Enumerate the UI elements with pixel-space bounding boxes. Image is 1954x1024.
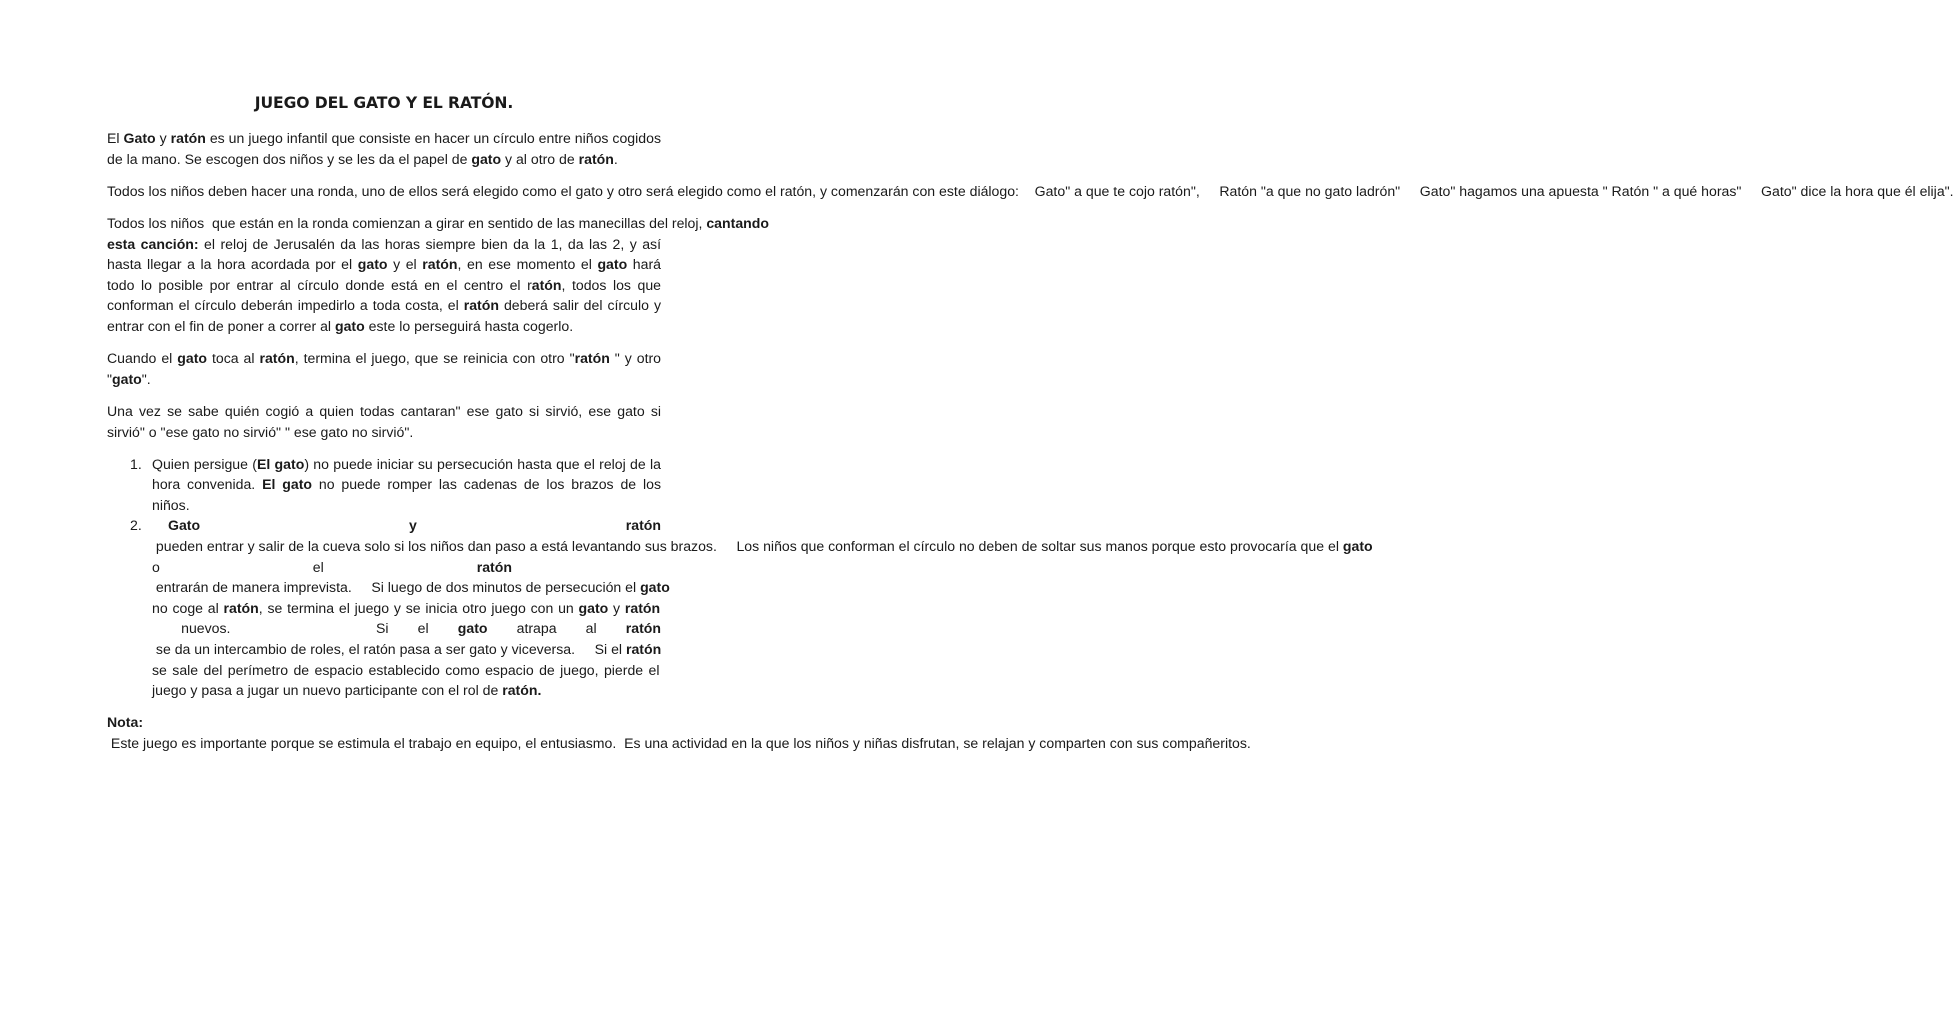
text-run: Quien persigue ( [152,455,257,472]
bold-text-run: Nota: [107,714,144,731]
text-run: ) no puede iniciar su persecución hasta que el reloj de la hora convenida. [152,455,661,493]
text-run: pueden entrar y salir de la cueva solo si los niños dan paso a está levantando sus brazos. Los niños que conforman el círculo no deben de soltar sus manos porque esto provocaría que el [152,538,1343,555]
bold-text-run: gato [457,620,488,637]
text-run: entrarán de manera imprevista. Si luego de dos minutos de persecución el [152,579,641,596]
bold-text-run: gato [640,579,670,596]
text-run: , termina el juego, que se reinicia con otro " [294,350,575,367]
list-item [107,515,1373,700]
bold-text-run: ratón [259,350,295,367]
text-run: " y otro " [107,350,662,387]
text-run: . [613,150,618,167]
list-item-text [152,515,1373,700]
text-run: no puede romper las cadenas de los brazos de los niños. [152,476,661,513]
text-run: no coge al [152,599,224,616]
bold-text-run: El gato [262,476,312,493]
body-paragraph [107,213,769,337]
bold-text-run: gato [471,150,502,167]
text-run: o el [152,558,477,575]
bold-text-run: Gato [123,130,156,146]
bold-text-run: ratón [422,256,458,273]
bold-text-run: ratón [625,620,661,637]
text-run: nuevos. Si el [152,620,458,637]
document-title: JUEGO DEL GATO Y EL RATÓN. [254,94,514,112]
list-item [107,454,661,516]
text-run: y [155,130,171,146]
text-run: este lo perseguirá hasta cogerlo. [364,317,574,334]
text-run: toca al [207,350,260,367]
text-run: Cuando el [107,350,178,367]
body-paragraph [107,181,1954,202]
text-run: , se termina el juego y se inicia otro juego con un [258,599,579,616]
text-run: , en ese momento el [457,256,598,273]
text-run: y el [387,256,423,273]
bold-text-run: gato [177,350,207,367]
text-run: Todos los niños deben hacer una ronda, uno de ellos será elegido como el gato y otro será elegido como el ratón, y comenzarán con este diálogo: Gato" a que te cojo ratón", Ratón "a que no gato ladrón" Gato" hagamos una apuesta " Ratón " a qué horas" Gato" dice la hora que él elija". [107,182,1954,199]
text-run: Este juego es importante porque se estimula el trabajo en equipo, el entusiasmo. Es una actividad en la que los niños y niñas disfrutan, se relajan y comparten con sus compañeritos. [107,735,1251,751]
bold-text-run: ratón [574,350,610,367]
note-paragraph [107,712,1251,753]
bold-text-run: ratón [476,558,512,575]
body-paragraph [107,348,661,389]
text-run: El [107,130,124,146]
bold-text-run: ratón [463,297,499,314]
bold-text-run: ratón [170,130,206,146]
bold-text-run: ratón [223,599,259,616]
bold-text-run: ratón. [502,682,542,699]
bold-text-run: gato [334,317,365,334]
body-paragraphs [107,128,1954,442]
body-paragraph [107,401,661,442]
text-run: , todos los que conforman el círculo deberán impedirlo a toda costa, el [107,276,661,314]
bold-text-run: gato [1342,538,1373,555]
bold-text-run: ratón [578,150,614,167]
text-run: y al otro de [501,150,579,167]
list-item-number: 2. [130,517,142,534]
text-run: ". [141,370,151,387]
text-run: se da un intercambio de roles, el ratón pasa a ser gato y viceversa. Si el [152,641,626,658]
text-run: atrapa al [487,620,626,637]
text-run: y [608,599,625,616]
text-run: Una vez se sabe quién cogió a quien todas cantaran" ese gato si sirvió, ese gato si sirvió" o "ese gato no sirvió" " ese gato no sirvió". [107,402,661,440]
bold-text-run: cantando esta canción: [107,214,769,252]
bold-text-run: gato [112,370,142,387]
text-run: es un juego infantil que consiste en hacer un círculo entre niños cogidos de la mano. Se escogen dos niños y se les da el papel de [107,130,662,167]
bold-text-run: gato [357,256,388,273]
text-run: se sale del perímetro de espacio establecido como espacio de juego, pierde el juego y pasa a jugar un nuevo participante con el rol de [152,661,660,699]
bold-text-run: Gato y ratón [168,517,661,534]
bold-text-run: ratón [624,599,661,616]
rules-list [107,454,1373,701]
bold-text-run: gato [578,599,609,616]
text-run: deberá salir del círculo y entrar con el fin de poner a correr al [107,297,661,334]
bold-text-run: ratón [625,641,662,658]
text-run: Todos los niños que están en la ronda comienzan a girar en sentido de las manecillas del reloj, [107,214,707,231]
text-run: el reloj de Jerusalén da las horas siempre bien da la 1, da las 2, y así hasta llegar a la hora acordada por el [107,235,661,273]
text-run: hará todo lo posible por entrar al círculo donde está en el centro el r [107,256,661,293]
bold-text-run: El gato [256,455,305,472]
list-item-number: 1. [130,455,142,472]
bold-text-run: gato [597,256,628,273]
list-item-text [152,454,661,516]
bold-text-run: atón [531,276,562,293]
body-paragraph [107,128,661,169]
